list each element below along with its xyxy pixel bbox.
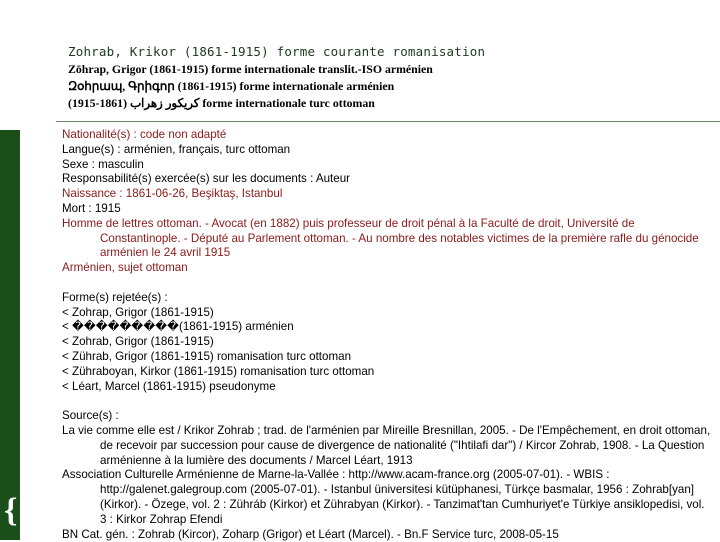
source-item: La vie comme elle est / Krikor Zohrab ; trad. de l'arménien par Mireille Bresnillan, 2005. - De l'Empêchement, en droit ottoman, de recevoir par succession pour cause de divergence de nationalité ("Ihtilafi dar") / Kircor Zohrab, 1908. - La Question arménienne à la lumière des documents / Marcel Léart, 1913 xyxy=(62,423,711,467)
variant-translit-iso: Zōhrap, Grigor (1861-1915) forme internationale translit.-ISO arménien xyxy=(68,62,433,76)
responsibility-field: Responsabilité(s) exercée(s) sur les documents : Auteur xyxy=(62,172,351,186)
rejected-form-item: < Zührab, Grigor (1861-1915) romanisation turc ottoman xyxy=(62,349,352,363)
source-item: Association Culturelle Arménienne de Marne-la-Vallée : http://www.acam-france.org (2005-07-01). - WBIS : http://galenet.galegroup.com (2005-07-01). - Istanbul üniversitesi kütüphanesi, Türkçe basmalar, 1956 : Zohrab[yan] (Kirkor). - Özege, vol. 2 : Zühráb (Kirkor) et Zührabyan (Kirkor). - Tanzimat'tan Cumhuriyet'e Türkiye ansiklopedisi, vol. 3 : Kirkor Zohrap Efendi xyxy=(62,468,705,526)
nationality-field: Nationalité(s) : code non adapté xyxy=(62,128,227,141)
brace-logo: { xyxy=(4,492,18,529)
authority-header xyxy=(68,44,708,113)
rejected-form-item: < Zohrap, Grigor (1861-1915) xyxy=(62,305,214,319)
page-title: Zohrab, Krikor (1861-1915) forme courante romanisation xyxy=(68,44,486,59)
variant-armenian: Զօհրապ, Գրիգոր (1861-1915) forme internationale arménien xyxy=(68,79,395,93)
rejected-form-item: < Zühraboyan, Kirkor (1861-1915) romanisation turc ottoman xyxy=(62,364,375,378)
biography-note: Homme de lettres ottoman. - Avocat (en 1882) puis professeur de droit pénal à la Faculté de droit, Université de Constantinople. - Député au Parlement ottoman. - Au nombre des notables victimes de la première rafle du génocide arménien le 24 avril 1915 xyxy=(62,216,699,260)
rejected-forms-heading: Forme(s) rejetée(s) : xyxy=(62,290,168,304)
section-spacer xyxy=(62,276,714,291)
rejected-form-item: < Léart, Marcel (1861-1915) pseudonyme xyxy=(62,379,276,393)
section-spacer xyxy=(62,394,714,409)
variant-ottoman-turkish: كريكور زهراب (1861-1915) forme internationale turc ottoman xyxy=(68,96,375,110)
left-decorative-bar xyxy=(0,130,20,540)
status-note: Arménien, sujet ottoman xyxy=(62,261,188,275)
rejected-form-item: < ���������(1861-1915) arménien xyxy=(62,320,294,334)
sex-field: Sexe : masculin xyxy=(62,157,144,171)
sources-heading: Source(s) : xyxy=(62,409,119,423)
death-field: Mort : 1915 xyxy=(62,201,121,215)
header-divider xyxy=(56,121,720,122)
rejected-form-item: < Zohrab, Grigor (1861-1915) xyxy=(62,335,214,349)
source-item: BN Cat. gén. : Zohrab (Kircor), Zoharp (Grigor) et Léart (Marcel). - Bn.F Service turc, 2008-05-15 xyxy=(62,527,559,541)
authority-record-body xyxy=(62,128,714,542)
birth-field: Naissance : 1861-06-26, Beşiktaş, Istanbul xyxy=(62,187,283,201)
language-field: Langue(s) : arménien, français, turc ottoman xyxy=(62,142,291,156)
